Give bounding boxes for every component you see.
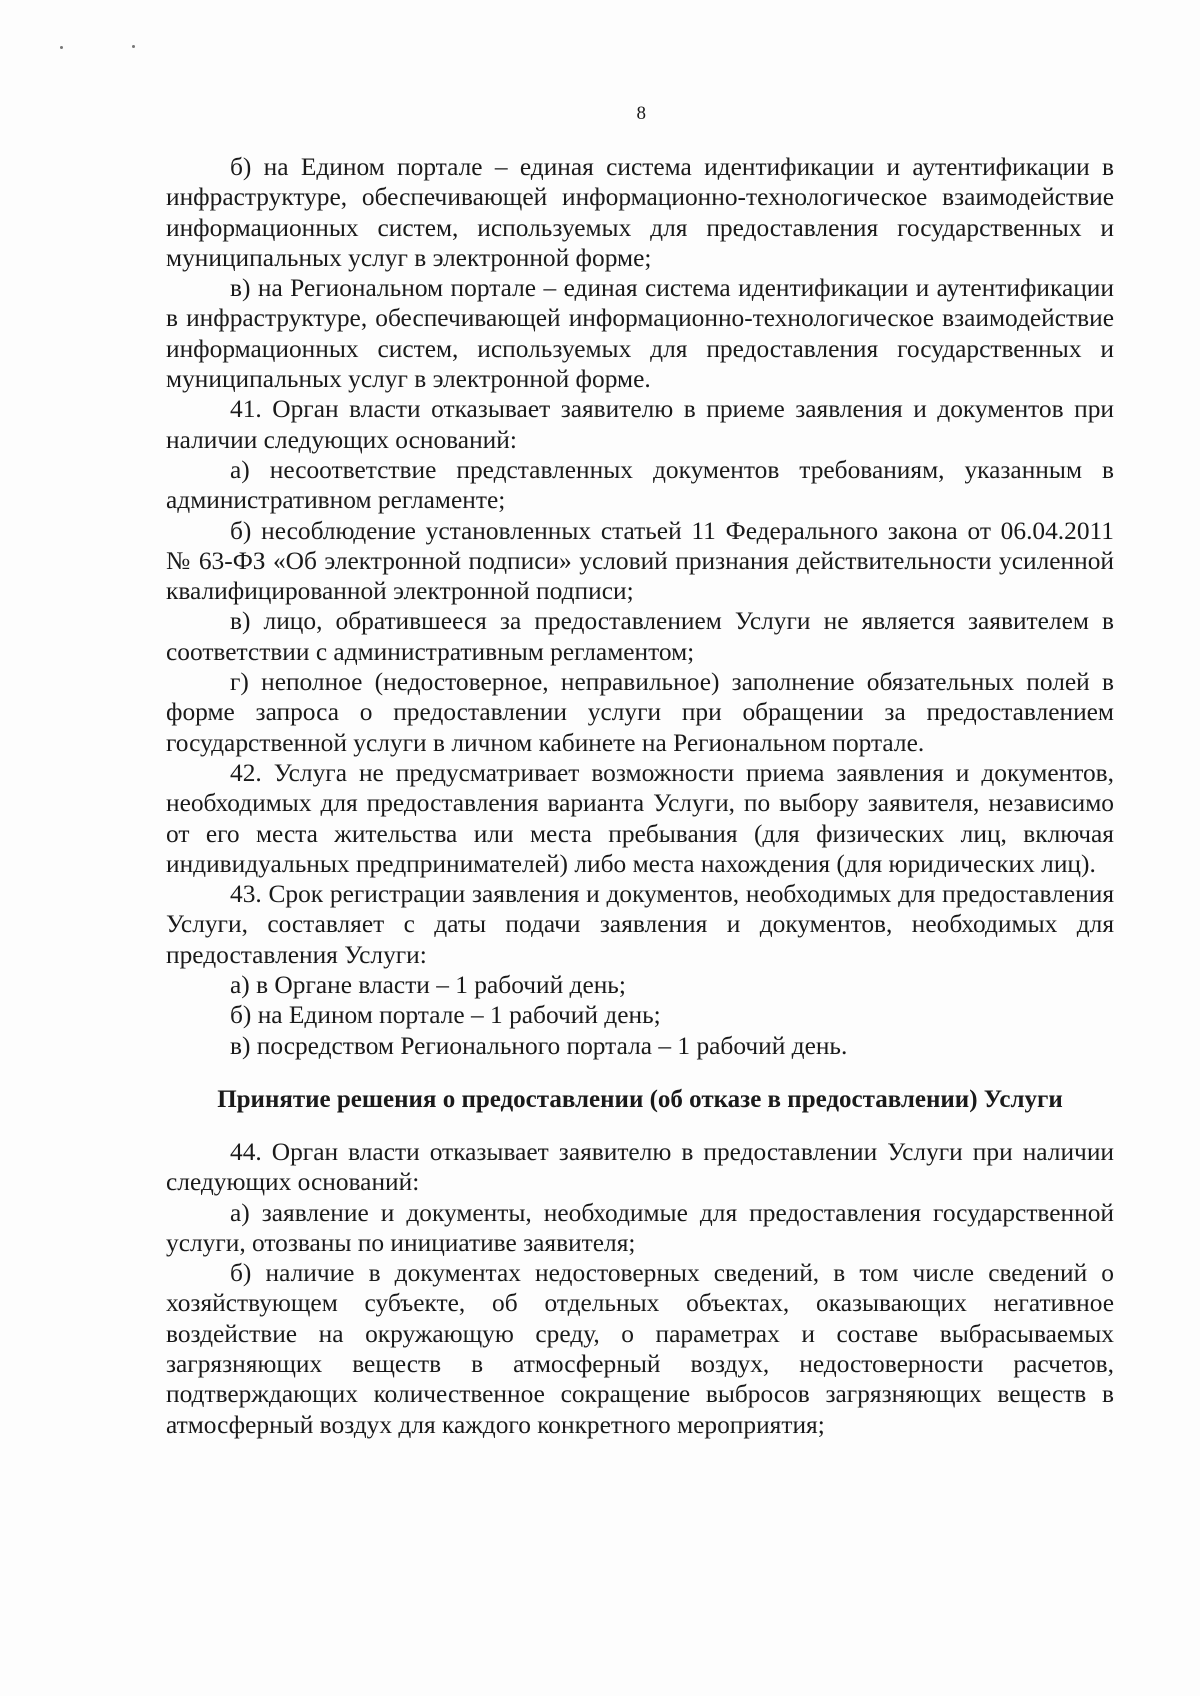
- paragraph: 41. Орган власти отказывает заявителю в приеме заявления и документов при наличии следующих оснований:: [166, 395, 1114, 454]
- section-heading: Принятие решения о предоставлении (об отказе в предоставлении) Услуги: [217, 1085, 1063, 1113]
- paragraph: б) на Едином портале – 1 рабочий день;: [230, 1001, 661, 1030]
- paragraph: б) наличие в документах недостоверных сведений, в том числе сведений о хозяйствующем субъекте, об отдельных объектах, оказывающих негативное воздействие на окружающую среду, о параметрах и составе выбрасываемых загрязняющих веществ в атмосферный воздух, недостоверности расчетов, подтверждающих количественное сокращение выбросов загрязняющих веществ в атмосферный воздух для каждого конкретного мероприятия;: [166, 1259, 1114, 1439]
- paragraph: 44. Орган власти отказывает заявителю в предоставлении Услуги при наличии следующих оснований:: [166, 1137, 1114, 1197]
- paragraph: 43. Срок регистрации заявления и документов, необходимых для предоставления Услуги, составляет с даты подачи заявления и документов, необходимых для предоставления Услуги:: [166, 880, 1114, 969]
- paragraph: в) на Региональном портале – единая система идентификации и аутентификации в инфраструктуре, обеспечивающей информационно-технологическое взаимодействие информационных систем, используемых для предоставления государственных и муниципальных услуг в электронной форме.: [166, 274, 1114, 394]
- document-body: [166, 152, 1114, 1440]
- paragraph: в) лицо, обратившееся за предоставлением Услуги не является заявителем в соответствии с административным регламентом;: [166, 607, 1114, 666]
- scan-speck: [60, 46, 63, 49]
- paragraph: б) на Едином портале – единая система идентификации и аутентификации в инфраструктуре, обеспечивающей информационно-технологическое взаимодействие информационных систем, используемых для предоставления государственных и муниципальных услуг в электронной форме;: [166, 153, 1114, 272]
- paragraph: 42. Услуга не предусматривает возможности приема заявления и документов, необходимых для предоставления варианта Услуги, по выбору заявителя, независимо от его места жительства или места пребывания (для физических лиц, включая индивидуальных предпринимателей) либо места нахождения (для юридических лиц).: [166, 758, 1114, 878]
- scan-speck: [132, 45, 135, 48]
- paragraph: а) несоответствие представленных документов требованиям, указанным в административном регламенте;: [166, 455, 1114, 515]
- paragraph: а) заявление и документы, необходимые для предоставления государственной услуги, отозваны по инициативе заявителя;: [166, 1198, 1114, 1257]
- paragraph: а) в Органе власти – 1 рабочий день;: [230, 971, 626, 1000]
- paragraph: г) неполное (недостоверное, неправильное) заполнение обязательных полей в форме запроса о предоставлении услуги при обращении за предоставлением государственной услуги в личном кабинете на Региональном портале.: [166, 668, 1114, 757]
- paragraph: б) несоблюдение установленных статьей 11 Федерального закона от 06.04.2011 № 63-ФЗ «Об электронной подписи» условий признания действительности усиленной квалифицированной электронной подписи;: [166, 516, 1114, 606]
- paragraph: в) посредством Регионального портала – 1 рабочий день.: [230, 1031, 848, 1060]
- page-number: 8: [636, 103, 647, 124]
